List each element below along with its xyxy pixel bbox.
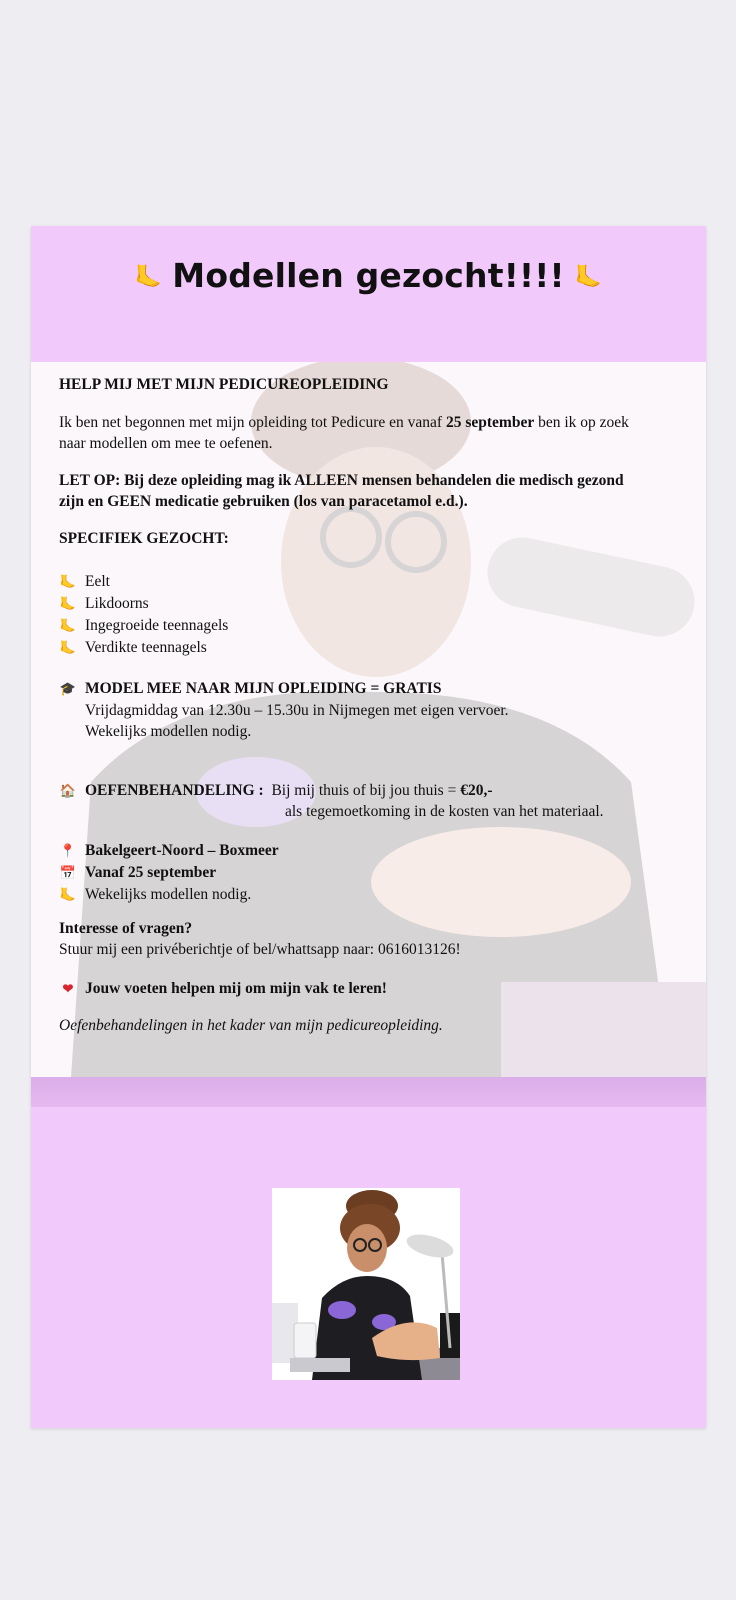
intro-date: 25 september	[445, 414, 535, 431]
list-item-label: Verdikte teennagels	[85, 639, 207, 656]
model-line-2: Wekelijks modellen nodig.	[85, 723, 252, 740]
flyer-title	[31, 256, 706, 295]
list-item	[59, 571, 110, 592]
foot-icon: 🦶	[59, 887, 77, 902]
practice-line	[59, 780, 493, 801]
practice-label: OEFENBEHANDELING :	[85, 782, 264, 799]
foot-icon: 🦶	[59, 640, 77, 655]
model-title	[59, 678, 441, 699]
sought-heading: SPECIFIEK GEZOCHT:	[59, 530, 229, 547]
location	[59, 840, 279, 861]
house-icon: 🏠	[59, 783, 77, 798]
pedicurist-illustration-svg	[272, 1188, 460, 1380]
intro-text-1: Ik ben net begonnen met mijn opleiding tot Pedicure en vanaf	[59, 414, 446, 431]
foot-icon: 🦶	[59, 596, 77, 611]
weekly-text: Wekelijks modellen nodig.	[85, 886, 252, 903]
notice-line-1: LET OP: Bij deze opleiding mag ik ALLEEN mensen behandelen die medisch gezond	[59, 472, 624, 489]
start-date-text: Vanaf 25 september	[85, 864, 217, 881]
practice-price: €20,-	[460, 782, 493, 799]
closing	[59, 978, 387, 999]
foot-icon: 🦶	[574, 265, 603, 290]
calendar-icon: 📅	[59, 865, 77, 880]
graduation-cap-icon: 🎓	[59, 681, 77, 696]
divider-strip	[31, 1077, 706, 1107]
list-item	[59, 593, 149, 614]
title-text: Modellen gezocht!!!!	[172, 256, 565, 295]
model-title-text: MODEL MEE NAAR MIJN OPLEIDING = GRATIS	[85, 680, 442, 697]
intro-paragraph	[59, 412, 629, 433]
practice-text: Bij mij thuis of bij jou thuis =	[271, 782, 461, 799]
location-text: Bakelgeert-Noord – Boxmeer	[85, 842, 279, 859]
intro-line-2: naar modellen om mee te oefenen.	[59, 435, 273, 452]
pin-icon: 📍	[59, 843, 77, 858]
flyer-content	[31, 362, 706, 1077]
notice-line-2: zijn en GEEN medicatie gebruiken (los van paracetamol e.d.).	[59, 493, 468, 510]
foot-icon: 🦶	[59, 618, 77, 633]
foot-icon: 🦶	[134, 265, 163, 290]
start-date	[59, 862, 216, 883]
list-item-label: Eelt	[85, 573, 110, 590]
footnote: Oefenbehandelingen in het kader van mijn pedicureopleiding.	[59, 1017, 443, 1034]
flyer-header	[31, 226, 706, 362]
list-item	[59, 615, 228, 636]
contact-heading: Interesse of vragen?	[59, 920, 193, 937]
list-item	[59, 637, 207, 658]
pedicurist-illustration	[272, 1188, 460, 1380]
flyer	[31, 226, 706, 1428]
heading: HELP MIJ MET MIJN PEDICUREOPLEIDING	[59, 376, 389, 393]
foot-icon: 🦶	[59, 574, 77, 589]
model-line-1: Vrijdagmiddag van 12.30u – 15.30u in Nijmegen met eigen vervoer.	[85, 702, 509, 719]
practice-line-2: als tegemoetkoming in de kosten van het materiaal.	[285, 803, 604, 820]
closing-text: Jouw voeten helpen mij om mijn vak te leren!	[85, 980, 387, 997]
heart-icon: ❤	[62, 981, 74, 996]
contact-text: Stuur mij een privéberichtje of bel/whattsapp naar: 0616013126!	[59, 941, 461, 958]
intro-text-2: ben ik op zoek	[534, 414, 629, 431]
list-item-label: Likdoorns	[85, 595, 149, 612]
list-item-label: Ingegroeide teennagels	[85, 617, 229, 634]
weekly	[59, 884, 251, 905]
